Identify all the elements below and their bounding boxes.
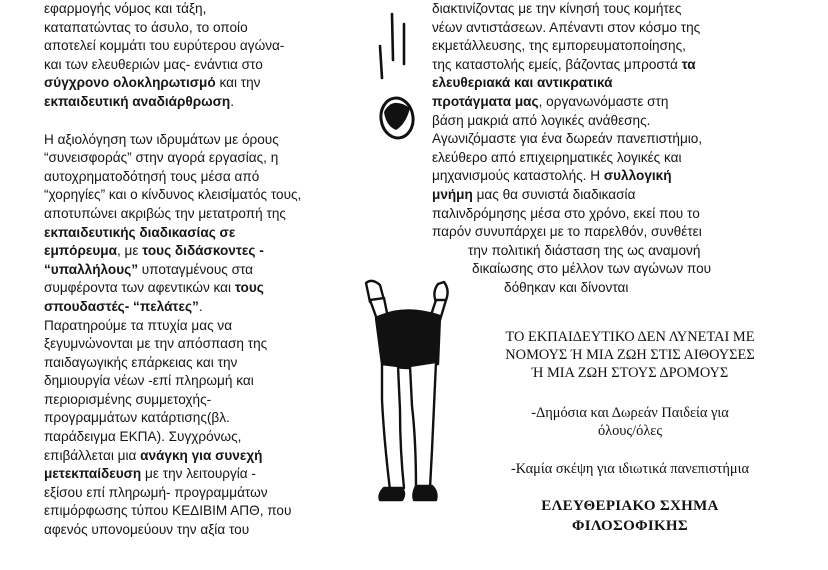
text-line: ελεύθερο από επιχειρηματικές λογικές και (432, 149, 682, 165)
demand-line: -Καμία σκέψη για ιδιωτικά πανεπιστήμια (510, 461, 750, 477)
bold-phrase: συλλογική (603, 168, 672, 184)
text-line: αποτυπώνει ακριβώς την μετατροπή της (44, 205, 286, 221)
text-line: δόθηκαν και δίνονται (504, 279, 629, 295)
text-line: παρόν συνυπάρχει με το παρελθόν, συνθέτει (432, 224, 702, 240)
text-span: . (198, 298, 203, 314)
bold-phrase: εκπαιδευτικής διαδικασίας σε (44, 224, 236, 240)
text-span: , οργανωνόμαστε στη (538, 93, 669, 109)
text-span: και την (215, 75, 261, 91)
text-line: δικαίωσης στο μέλλον των αγώνων που (472, 261, 712, 277)
text-span: με την λειτουργία - (141, 466, 256, 482)
text-line: προγραμμάτων κατάρτισης(βλ. (44, 410, 230, 426)
head-icon (378, 96, 415, 140)
signature-block (432, 496, 828, 536)
paragraph-gap (44, 112, 362, 131)
text-span: , με (116, 243, 143, 259)
text-line: βάση μακριά από λογικές ανάθεσης. (432, 112, 651, 128)
text-line: ξεγυμνώνονται με την απόσπαση της (44, 336, 268, 352)
text-line: παλινδρόμησης μέσα στο χρόνο, εκεί που το (432, 205, 700, 221)
text-line: εξίσου επί πληρωμή- προγραμμάτων (44, 484, 268, 500)
slogan-block (432, 328, 828, 382)
text-span: μηχανισμούς καταστολής. Η (432, 168, 604, 184)
text-line: “συνεισφοράς” στην αγορά εργασίας, η (44, 150, 279, 166)
bold-phrase: μετεκπαίδευση (44, 466, 142, 482)
text-line: εκμετάλλευσης, της εμπορευματοποίησης, (432, 38, 686, 54)
bold-phrase: τους (234, 280, 264, 296)
bold-phrase: μνήμη (432, 186, 473, 202)
paragraph-evaluation (44, 131, 362, 540)
text-line: την πολιτική διάσταση της ως αναμονή (468, 242, 701, 258)
text-line: νέων αντιστάσεων. Απέναντι στον κόσμο της (432, 19, 701, 35)
bold-phrase: προτάγματα μας (432, 93, 539, 109)
right-column (432, 0, 784, 298)
slogan-line: Ή ΜΙΑ ΖΩΗ ΣΤΟΥΣ ΔΡΟΜΟΥΣ (531, 365, 729, 381)
text-line: καταπατώντας το άσυλο, το οποίο (44, 19, 248, 35)
left-column (44, 0, 362, 540)
bold-phrase: “υπαλλήλους” (44, 261, 138, 277)
text-line: Παρατηρούμε τα πτυχία μας να (44, 317, 233, 333)
bold-phrase: τους διδάσκοντες - (142, 243, 264, 259)
text-line: δημιουργία νέων -επί πληρωμή και (44, 373, 254, 389)
bold-phrase: τα (681, 56, 696, 72)
text-line: περιορισμένης συμμετοχής- (44, 391, 212, 407)
text-line: και των ελευθεριών μας- ενάντια στο (44, 56, 263, 72)
paragraph-asylum (44, 0, 362, 112)
signature-line: ΦΙΛΟΣΟΦΙΚΗΣ (571, 518, 688, 534)
text-line: “χορηγίες” και ο κίνδυνος κλεισίματός τους, (44, 187, 302, 203)
signature-line: ΕΛΕΥΘΕΡΙΑΚΟ ΣΧΗΜΑ (541, 498, 719, 514)
slogan-line: ΤΟ ΕΚΠΑΙΔΕΥΤΙΚΟ ΔΕΝ ΛΥΝΕΤΑΙ ΜΕ (505, 329, 755, 345)
bold-phrase: ελευθεριακά και αντικρατικά (432, 75, 613, 91)
text-line: επιμόρφωσης τύπου ΚΕΔΙΒΙΜ ΑΠΘ, που (44, 503, 292, 519)
text-span: της καταστολής εμείς, βάζοντας μπροστά (432, 56, 682, 72)
text-line: παιδαγωγικής επάρκειας και την (44, 354, 238, 370)
bold-phrase: σύγχρονο ολοκληρωτισμό (44, 75, 216, 91)
text-line: Η αξιολόγηση των ιδρυμάτων με όρους (44, 131, 279, 147)
text-span: . (230, 93, 234, 109)
motion-lines-icon (380, 14, 404, 78)
text-span: μας θα συνιστά διαδικασία (472, 186, 636, 202)
slogan-line: ΝΟΜΟΥΣ Ή ΜΙΑ ΖΩΗ ΣΤΙΣ ΑΙΘΟΥΣΕΣ (505, 347, 755, 363)
bold-phrase: ανάγκη για συνεχή (140, 447, 263, 463)
paragraph-resistance (432, 0, 784, 298)
bold-phrase: σπουδαστές- “πελάτες” (44, 298, 199, 314)
bold-phrase: εμπόρευμα (44, 243, 117, 259)
text-line: παράδειγμα ΕΚΠΑ). Συγχρόνως, (44, 429, 242, 445)
demand-public-education (432, 404, 828, 440)
text-span: υποταγμένους στα (138, 261, 254, 277)
demand-no-private-universities (432, 460, 828, 478)
demand-line: -Δημόσια και Δωρεάν Παιδεία για (531, 405, 729, 421)
text-line: αποτελεί κομμάτι του ευρύτερου αγώνα- (44, 38, 285, 54)
text-line: εφαρμογής νόμος και τάξη, (44, 1, 207, 16)
text-span: συμφέροντα των αφεντικών και (44, 280, 235, 296)
text-line: Αγωνιζόμαστε για ένα δωρεάν πανεπιστήμιο, (432, 131, 703, 147)
text-line: αυτοχρηματοδότησή τους μέσα από (44, 168, 260, 184)
text-span: επιβάλλεται μια (44, 447, 141, 463)
text-line: διακτινίζοντας με την κίνησή τους κομήτες (432, 1, 682, 16)
demand-line: όλους/όλες (597, 423, 663, 439)
bold-phrase: εκπαιδευτική αναδιάρθρωση (44, 93, 231, 109)
text-line: αφενός υπονομεύουν την αξία του (44, 522, 250, 538)
